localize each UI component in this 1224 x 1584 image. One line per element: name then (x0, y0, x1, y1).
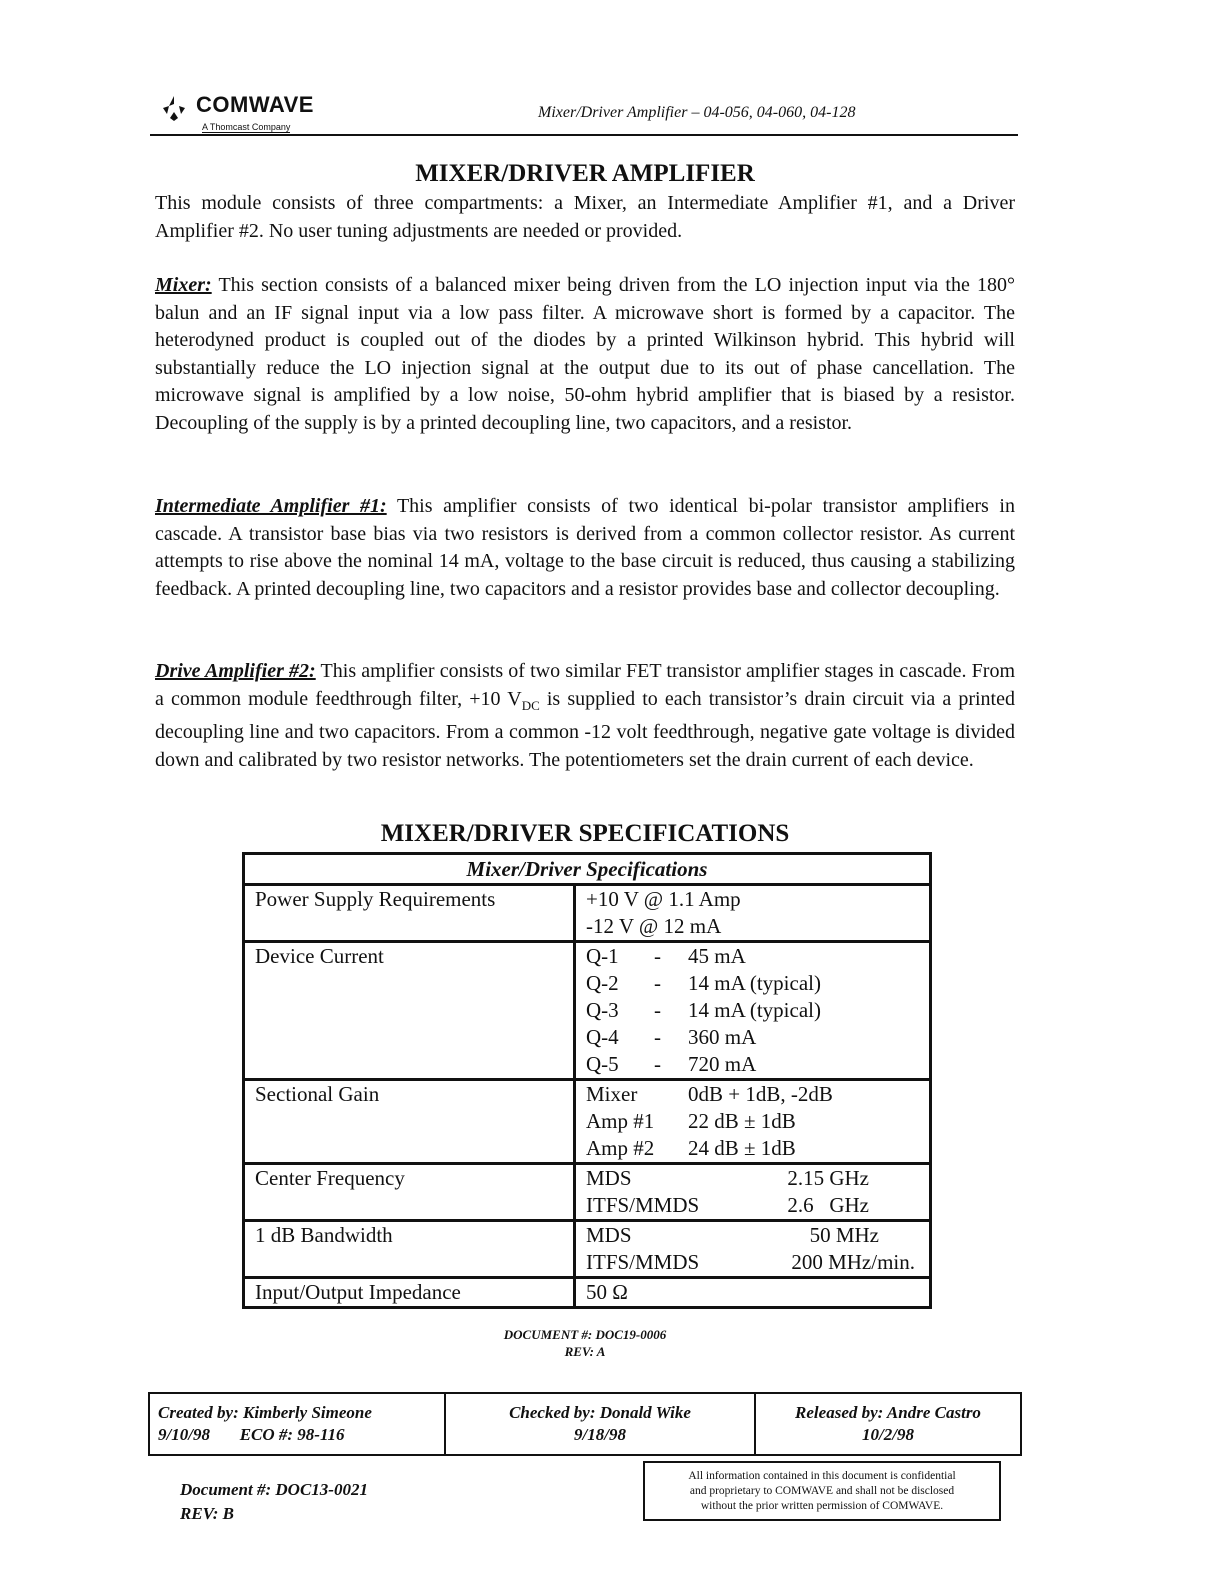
power-values (575, 885, 931, 942)
device-id: Q-4 (586, 1025, 619, 1049)
device-id: Q-2 (586, 971, 619, 995)
created-date-eco: 9/10/98 ECO #: 98-116 (158, 1425, 345, 1444)
gain-row (586, 1135, 919, 1162)
band-name: MDS (586, 1166, 632, 1190)
mixer-heading: Mixer: (155, 274, 212, 296)
current-row (586, 1051, 919, 1078)
device-id: Q-1 (586, 944, 619, 968)
bandwidth-row (586, 1222, 919, 1249)
checked-by: Checked by: Donald Wike (509, 1403, 691, 1422)
dash: - (654, 944, 661, 968)
device-id: Q-5 (586, 1052, 619, 1076)
gain-value: 22 dB ± 1dB (688, 1109, 796, 1133)
impedance-label: Input/Output Impedance (244, 1278, 575, 1308)
footer-document-number (180, 1478, 368, 1526)
spec-doc-id: DOCUMENT #: DOC19-0006 (503, 1327, 667, 1342)
bandwidth-label: 1 dB Bandwidth (244, 1221, 575, 1278)
power-line: +10 V @ 1.1 Amp (586, 887, 741, 911)
checked-by-cell (446, 1394, 756, 1454)
table-row (244, 1080, 931, 1164)
spec-title: MIXER/DRIVER SPECIFICATIONS (380, 820, 790, 847)
bandwidth-values (575, 1221, 931, 1278)
current-values (575, 942, 931, 1080)
gain-values (575, 1080, 931, 1164)
intermediate-amp-paragraph (155, 493, 1015, 603)
created-by: Created by: Kimberly Simeone (158, 1403, 372, 1422)
spec-doc-rev: REV: A (564, 1344, 606, 1359)
current-value: 14 mA (typical) (688, 998, 821, 1022)
gain-value: 0dB + 1dB, -2dB (688, 1082, 833, 1106)
impedance-value: 50 Ω (575, 1278, 931, 1308)
bandwidth-row (586, 1249, 919, 1276)
brand-tagline: A Thomcast Company (202, 122, 291, 132)
current-value: 14 mA (typical) (688, 971, 821, 995)
confidentiality-line: All information contained in this document is confidential (688, 1470, 956, 1482)
drive-amp-paragraph (155, 658, 1015, 774)
confidentiality-line: without the prior written permission of COMWAVE. (700, 1500, 944, 1512)
freq-row (586, 1192, 919, 1219)
checked-date: 9/18/98 (574, 1425, 626, 1444)
freq-value: 2.6 GHz (787, 1193, 869, 1217)
table-row (244, 1164, 931, 1221)
stage-name: Mixer (586, 1082, 638, 1106)
intermediate-amp-heading: Intermediate Amplifier #1: (155, 495, 387, 517)
header-title: Mixer/Driver Amplifier – 04-056, 04-060, 04-128 (538, 104, 856, 121)
bandwidth-value: 200 MHz/min. (791, 1250, 915, 1274)
bandwidth-value: 50 MHz (809, 1223, 879, 1247)
signoff-table (148, 1392, 1022, 1456)
table-row (244, 1221, 931, 1278)
footer-doc-rev: REV: B (180, 1504, 235, 1523)
mixer-text: This section consists of a balanced mixer being driven from the LO injection input via the 180° balun and an IF signal input via a low pass filter. A microwave short is formed by a capacitor. The heterodyned product is coupled out of the diodes by a printed Wilkinson hybrid. This hybrid will substantially reduce the LO injection signal at the output due to its out of phase cancellation. The microwave signal is amplified by a low noise, 50-ohm hybrid amplifier that is biased by a resistor. Decoupling of the supply is by a printed decoupling line, two capacitors, and a resistor. (155, 274, 1015, 434)
dash: - (654, 1025, 661, 1049)
spec-caption: Mixer/Driver Specifications (244, 854, 931, 885)
header-divider (150, 134, 1018, 136)
stage-name: Amp #2 (586, 1136, 655, 1160)
dash: - (654, 998, 661, 1022)
released-date: 10/2/98 (862, 1425, 914, 1444)
drive-amp-subscript: DC (521, 697, 540, 713)
current-value: 360 mA (688, 1025, 757, 1049)
drive-amp-text-b: is supplied to each transistor’s drain circuit via a printed decoupling line and two capacitors. From a common -12 volt feedthrough, negative gate voltage is divided down and calibrated by two resistor networks. The potentiometers set the drain current of each device. (155, 687, 1015, 771)
drive-amp-text-a: This amplifier consists of two similar FET transistor amplifier stages in cascade. From a common module feedthrough filter, +10 V (155, 660, 1016, 710)
band-name: MDS (586, 1223, 632, 1247)
table-row (244, 1278, 931, 1308)
current-row (586, 943, 919, 970)
spec-table (242, 852, 932, 1309)
footer-doc-id: Document #: DOC13-0021 (180, 1480, 368, 1499)
intro-paragraph: This module consists of three compartments: a Mixer, an Intermediate Amplifier #1, and a Driver Amplifier #2. No user tuning adjustments are needed or provided. (155, 192, 1015, 242)
brand-name: COMWAVE (196, 92, 314, 117)
released-by: Released by: Andre Castro (795, 1403, 981, 1422)
power-label: Power Supply Requirements (244, 885, 575, 942)
device-id: Q-3 (586, 998, 619, 1022)
band-name: ITFS/MMDS (586, 1250, 700, 1274)
freq-row (586, 1165, 919, 1192)
page-title: MIXER/DRIVER AMPLIFIER (415, 160, 755, 187)
current-label: Device Current (244, 942, 575, 1080)
created-by-cell (150, 1394, 446, 1454)
stage-name: Amp #1 (586, 1109, 655, 1133)
gain-label: Sectional Gain (244, 1080, 575, 1164)
gain-value: 24 dB ± 1dB (688, 1136, 796, 1160)
power-line: -12 V @ 12 mA (586, 914, 722, 938)
current-value: 45 mA (688, 944, 746, 968)
current-row (586, 997, 919, 1024)
mixer-paragraph (155, 272, 1015, 437)
spec-document-number (0, 1326, 1170, 1360)
released-by-cell (756, 1394, 1020, 1454)
intermediate-amp-text: This amplifier consists of two identical bi-polar transistor amplifiers in cascade. A transistor base bias via two resistors is derived from a common collector resistor. As current attempts to rise above the nominal 14 mA, voltage to the base circuit is reduced, thus causing a stabilizing feedback. A printed decoupling line, two capacitors and a resistor provides base and collector decoupling. (155, 495, 1015, 600)
dash: - (654, 1052, 661, 1076)
band-name: ITFS/MMDS (586, 1193, 700, 1217)
current-row (586, 970, 919, 997)
dash: - (654, 971, 661, 995)
freq-label: Center Frequency (244, 1164, 575, 1221)
confidentiality-line: and proprietary to COMWAVE and shall not be disclosed (689, 1485, 955, 1497)
spec-caption-row (244, 854, 931, 885)
table-row (244, 885, 931, 942)
current-value: 720 mA (688, 1052, 757, 1076)
comwave-logo-icon (160, 94, 188, 122)
gain-row (586, 1081, 919, 1108)
current-row (586, 1024, 919, 1051)
drive-amp-heading: Drive Amplifier #2: (155, 660, 316, 682)
confidentiality-notice (643, 1461, 1001, 1521)
gain-row (586, 1108, 919, 1135)
table-row (244, 942, 931, 1080)
freq-values (575, 1164, 931, 1221)
freq-value: 2.15 GHz (787, 1166, 869, 1190)
